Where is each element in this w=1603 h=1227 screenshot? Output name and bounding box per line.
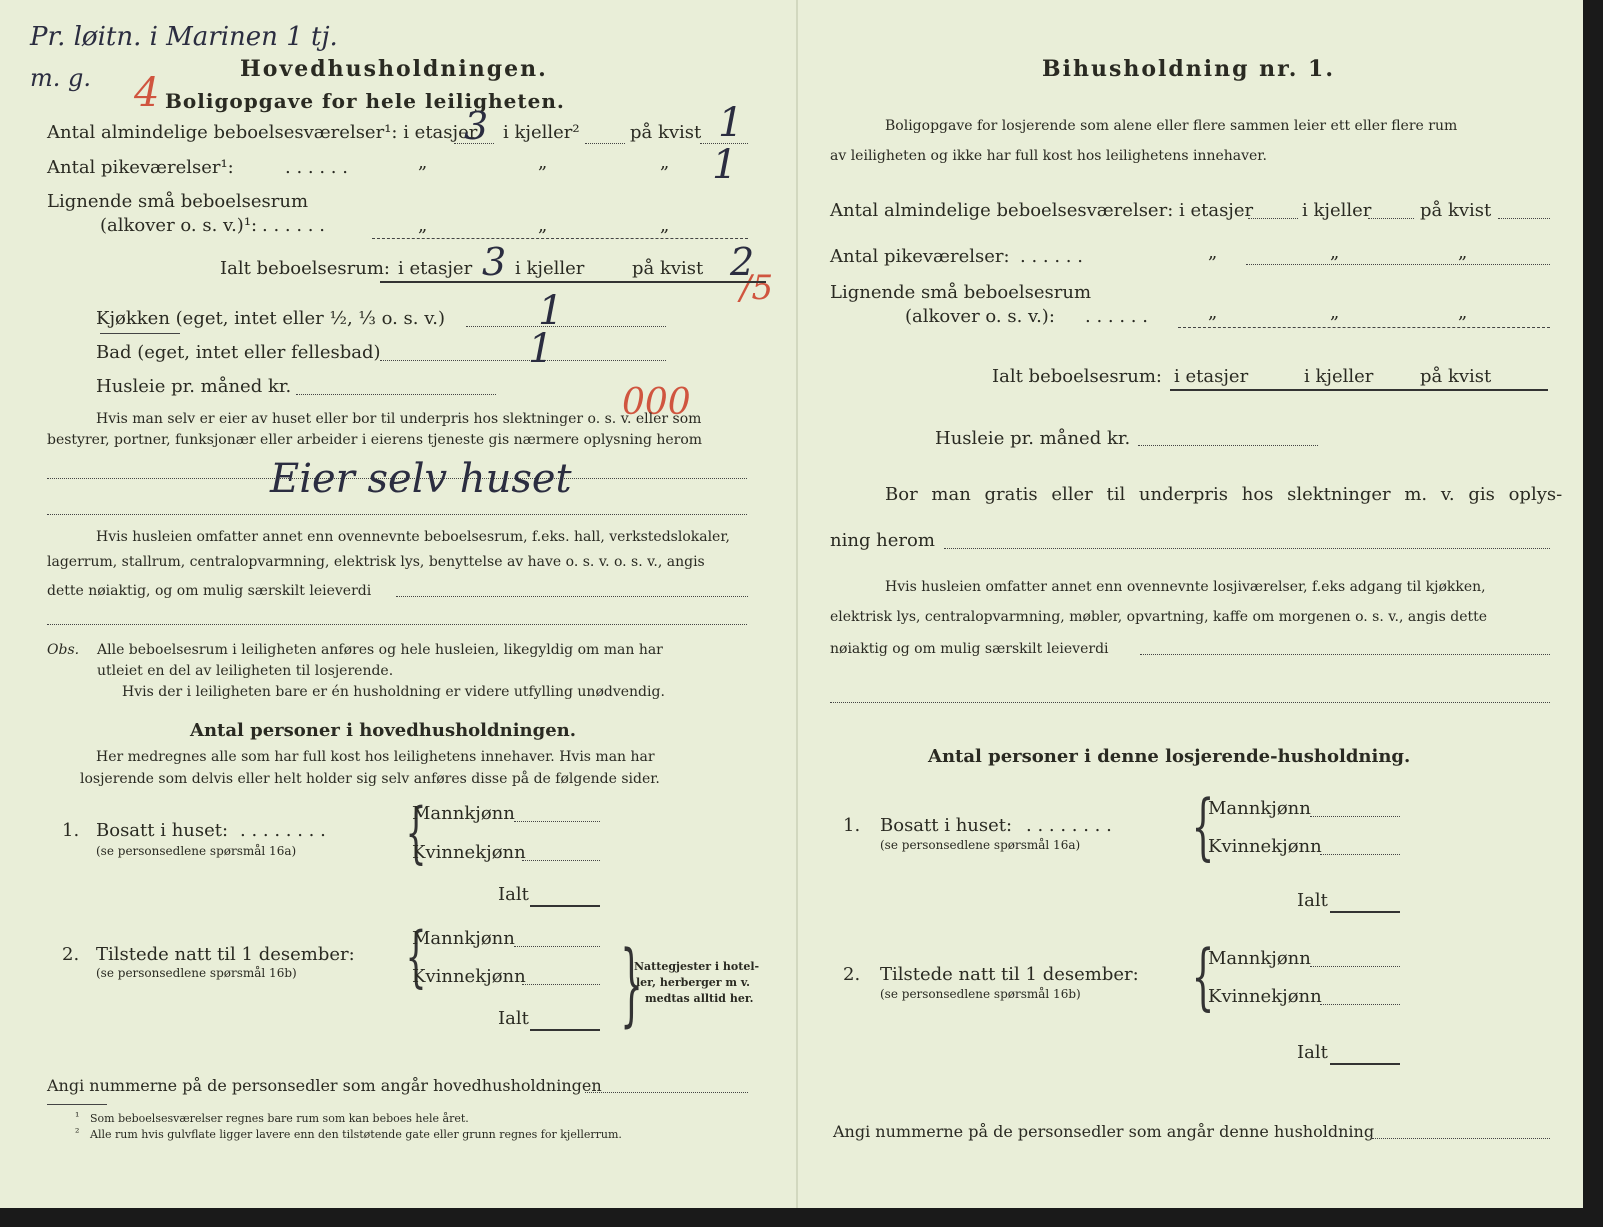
left-row2-label: Antal pikeværelser¹: xyxy=(47,157,234,178)
right-para-line3: nøiaktig og om mulig særskilt leieverdi xyxy=(830,641,1109,657)
left-row3-line xyxy=(372,238,748,239)
right-q1-kvinne: Kvinnekjønn xyxy=(1208,836,1322,857)
left-foot1: Som beboelsesværelser regnes bare rum som kan beboes hele året. xyxy=(90,1112,469,1125)
left-row2-ditto1: „ xyxy=(418,152,428,173)
left-row1-kjeller-line xyxy=(585,143,625,144)
left-foot1-num: ¹ xyxy=(75,1110,80,1123)
right-q1-dots: . . . . . . . . xyxy=(1026,815,1112,836)
hw-ialt-kvist: 2 xyxy=(730,240,755,284)
left-bad-line xyxy=(380,360,666,361)
left-subtitle: Boligopgave for hele leiligheten. xyxy=(165,89,565,113)
right-angi-line xyxy=(1372,1138,1550,1139)
left-persons-line2: losjerende som delvis eller helt holder sig selv anføres disse på de følgende sider. xyxy=(80,771,660,787)
left-row2-ditto2: „ xyxy=(538,152,548,173)
right-q1-label: Bosatt i huset: xyxy=(880,815,1013,836)
left-ialt-kvist: på kvist xyxy=(632,258,704,279)
right-gratis-answer-line xyxy=(944,548,1550,549)
left-q1-ialt-line xyxy=(530,905,600,907)
left-para2-line-extra xyxy=(47,624,747,625)
right-para-line2: elektrisk lys, centralopvarmning, møbler, opvartning, kaffe om morgenen o. s. v., angis dette xyxy=(830,609,1488,625)
right-row1-etasjer-line xyxy=(1248,218,1298,219)
right-ialt-underline xyxy=(1170,389,1548,391)
right-q1-num: 1. xyxy=(843,815,861,836)
left-para2-line2: lagerrum, stallrum, centralopvarmning, elektrisk lys, benyttelse av have o. s. v. o. s. v., angis xyxy=(47,554,705,570)
left-q2-ialt-line xyxy=(530,1029,600,1031)
left-para1-line2: bestyrer, portner, funksjonær eller arbeider i eierens tjeneste gis nærmere oplysning herom xyxy=(47,432,703,448)
right-q2-label: Tilstede natt til 1 desember: xyxy=(880,964,1139,985)
right-row2-ditto3: „ xyxy=(1458,242,1468,263)
handwritten-note-line2: m. g. xyxy=(30,64,92,92)
right-q2-brace: { xyxy=(1191,934,1215,1018)
left-row3-ditto1: „ xyxy=(418,215,428,236)
right-husleie-line xyxy=(1138,445,1318,446)
left-foot2: Alle rum hvis gulvflate ligger lavere enn den tilstøtende gate eller grunn regnes for kjellerrum. xyxy=(90,1128,622,1141)
right-q2-kvinne: Kvinnekjønn xyxy=(1208,986,1322,1007)
left-obs-line1: Alle beboelsesrum i leiligheten anføres og hele husleien, likegyldig om man har xyxy=(97,642,663,658)
right-q2-ialt: Ialt xyxy=(1297,1042,1328,1063)
left-natt-note1: Nattegjester i hotel- xyxy=(634,960,760,973)
right-row3-label: Lignende små beboelsesrum xyxy=(830,282,1092,303)
right-q2-mann: Mannkjønn xyxy=(1208,948,1311,969)
left-q1-label: Bosatt i huset: xyxy=(96,820,229,841)
left-ialt-etasjer: i etasjer xyxy=(398,258,473,279)
left-q1-ialt: Ialt xyxy=(498,884,529,905)
page-fold xyxy=(796,0,798,1208)
left-row3-label: Lignende små beboelsesrum xyxy=(47,191,309,212)
right-row3-label2: (alkover o. s. v.): xyxy=(905,306,1055,327)
left-row1-label: Antal almindelige beboelsesværelser¹: i etasjer xyxy=(47,122,478,143)
left-obs-label: Obs. xyxy=(47,642,80,658)
right-row1-kvist: på kvist xyxy=(1420,200,1492,221)
left-row1-kjeller: i kjeller² xyxy=(503,122,580,143)
left-q2-label: Tilstede natt til 1 desember: xyxy=(96,944,355,965)
right-q2-ialt-line xyxy=(1330,1063,1400,1065)
left-husleie-line xyxy=(296,394,496,395)
left-q2-right-brace: } xyxy=(620,932,644,1037)
left-angi: Angi nummerne på de personsedler som angår hovedhusholdningen xyxy=(47,1076,602,1095)
left-angi-line xyxy=(585,1092,748,1093)
left-row3-dots: . . . . . . xyxy=(262,215,325,236)
right-persons-title: Antal personer i denne losjerende-husholdning. xyxy=(928,746,1411,767)
right-para-line xyxy=(1140,654,1550,655)
right-intro1: Boligopgave for losjerende som alene eller flere sammen leier ett eller flere rum xyxy=(885,118,1458,134)
right-para-line-extra xyxy=(830,702,1550,703)
right-row3-line xyxy=(1178,327,1550,328)
right-angi: Angi nummerne på de personsedler som angår denne husholdning xyxy=(833,1122,1375,1141)
left-row1-kvist: på kvist xyxy=(630,122,702,143)
left-title: Hovedhusholdningen. xyxy=(240,56,548,82)
hw-kjokken: 1 xyxy=(538,288,564,334)
left-kjokken-line xyxy=(466,326,666,327)
left-q1-mann: Mannkjønn xyxy=(412,803,515,824)
left-para2-line1: Hvis husleien omfatter annet enn ovennevnte beboelsesrum, f.eks. hall, verkstedslokaler, xyxy=(96,529,730,545)
right-intro2: av leiligheten og ikke har full kost hos leilighetens innehaver. xyxy=(830,148,1267,164)
hw-bad: 1 xyxy=(528,326,554,372)
right-q1-kvinne-line xyxy=(1320,854,1400,855)
hw-kvist: 1 xyxy=(718,100,744,146)
right-gratis-line1: Bor man gratis eller til underpris hos slektninger m. v. gis oplys- xyxy=(885,484,1563,505)
left-q1-dots: . . . . . . . . xyxy=(240,820,326,841)
left-q2-ialt: Ialt xyxy=(498,1008,529,1029)
left-persons-title: Antal personer i hovedhusholdningen. xyxy=(190,720,577,741)
right-ialt-kvist: på kvist xyxy=(1420,366,1492,387)
right-row2-label: Antal pikeværelser: xyxy=(830,246,1010,267)
left-row2-ditto3: „ xyxy=(660,152,670,173)
left-natt-note2: ler, herberger m v. xyxy=(636,976,751,989)
left-q1-sub: (se personsedlene spørsmål 16a) xyxy=(96,844,297,858)
left-kjokken-underline xyxy=(100,333,180,334)
left-q2-brace: { xyxy=(405,918,427,995)
right-row3-dots: . . . . . . xyxy=(1085,306,1148,327)
right-row1-kjeller-line xyxy=(1368,218,1414,219)
left-ialt-kjeller: i kjeller xyxy=(515,258,585,279)
right-husleie: Husleie pr. måned kr. xyxy=(935,428,1131,449)
left-ialt-label: Ialt beboelsesrum: xyxy=(220,258,390,279)
right-q1-ialt-line xyxy=(1330,911,1400,913)
right-q2-sub: (se personsedlene spørsmål 16b) xyxy=(880,987,1081,1001)
right-row1-kvist-line xyxy=(1498,218,1550,219)
right-title: Bihusholdning nr. 1. xyxy=(1042,56,1335,82)
right-row3-ditto3: „ xyxy=(1458,302,1468,323)
left-q1-kvinne: Kvinnekjønn xyxy=(412,842,526,863)
right-ialt-kjeller: i kjeller xyxy=(1304,366,1374,387)
left-para2-line3: dette nøiaktig, og om mulig særskilt leieverdi xyxy=(47,583,372,599)
left-foot2-num: ² xyxy=(75,1126,80,1139)
right-row1-kjeller: i kjeller xyxy=(1302,200,1372,221)
right-q2-kvinne-line xyxy=(1320,1004,1400,1005)
left-para2-line xyxy=(396,596,748,597)
left-row3-label2: (alkover o. s. v.)¹: xyxy=(100,215,258,236)
right-q2-mann-line xyxy=(1310,966,1400,967)
left-q1-num: 1. xyxy=(62,820,80,841)
right-para-line1: Hvis husleien omfatter annet enn ovennevnte losjiværelser, f.eks adgang til kjøkken, xyxy=(885,579,1486,595)
right-row3-ditto1: „ xyxy=(1208,302,1218,323)
right-row2-ditto1: „ xyxy=(1208,242,1218,263)
left-ialt-underline xyxy=(380,281,766,283)
left-q2-kvinne: Kvinnekjønn xyxy=(412,966,526,987)
right-row3-ditto2: „ xyxy=(1330,302,1340,323)
left-para1-line1: Hvis man selv er eier av huset eller bor til underpris hos slektninger o. s. v. eller som xyxy=(96,411,702,427)
left-footnote-rule xyxy=(47,1104,107,1105)
hw-husleie-red: 000 xyxy=(622,382,691,423)
right-row2-dots: . . . . . . xyxy=(1020,246,1083,267)
right-q1-ialt: Ialt xyxy=(1297,890,1328,911)
right-row2-ditto2: „ xyxy=(1330,242,1340,263)
left-q2-mann-line xyxy=(514,946,600,947)
left-obs-line3: Hvis der i leiligheten bare er én husholdning er videre utfylling unødvendig. xyxy=(122,684,665,700)
right-q2-num: 2. xyxy=(843,964,861,985)
left-q2-sub: (se personsedlene spørsmål 16b) xyxy=(96,966,297,980)
hw-ialt-kvist-red: /5 xyxy=(740,268,774,308)
left-obs-line2: utleiet en del av leiligheten til losjerende. xyxy=(97,663,394,679)
left-q2-kvinne-line xyxy=(522,984,600,985)
left-row3-ditto2: „ xyxy=(538,215,548,236)
right-ialt-label: Ialt beboelsesrum: xyxy=(992,366,1162,387)
left-q1-brace: { xyxy=(405,794,427,871)
right-gratis-line2: ning herom xyxy=(830,530,935,551)
hw-pike-kvist: 1 xyxy=(712,142,738,188)
right-q1-mann-line xyxy=(1310,816,1400,817)
right-q1-sub: (se personsedlene spørsmål 16a) xyxy=(880,838,1081,852)
left-row2-dots: . . . . . . xyxy=(285,157,348,178)
hw-ialt-etasjer: 3 xyxy=(482,240,507,284)
left-q2-num: 2. xyxy=(62,944,80,965)
left-q2-mann: Mannkjønn xyxy=(412,928,515,949)
handwritten-red-number: 4 xyxy=(134,70,160,116)
right-row1-label: Antal almindelige beboelsesværelser: i etasjer xyxy=(830,200,1254,221)
right-row2-line xyxy=(1246,264,1550,265)
right-q1-mann: Mannkjønn xyxy=(1208,798,1311,819)
left-row3-ditto3: „ xyxy=(660,215,670,236)
hw-etasjer: 3 xyxy=(464,104,489,148)
left-persons-line1: Her medregnes alle som har full kost hos leilighetens innehaver. Hvis man har xyxy=(96,749,655,765)
handwritten-note-line1: Pr. løitn. i Marinen 1 tj. xyxy=(30,22,338,52)
left-husleie-label: Husleie pr. måned kr. xyxy=(96,376,292,397)
left-bad-label: Bad (eget, intet eller fellesbad) xyxy=(96,342,381,363)
right-ialt-etasjer: i etasjer xyxy=(1174,366,1249,387)
left-q1-kvinne-line xyxy=(522,860,600,861)
right-q1-brace: { xyxy=(1191,784,1215,868)
left-natt-note3: medtas alltid her. xyxy=(645,992,754,1005)
left-q1-mann-line xyxy=(514,821,600,822)
left-kjokken-label: Kjøkken (eget, intet eller ½, ⅓ o. s. v.) xyxy=(96,308,445,329)
left-para1-answer-line2 xyxy=(47,514,747,515)
hw-owner-note: Eier selv huset xyxy=(270,456,572,502)
